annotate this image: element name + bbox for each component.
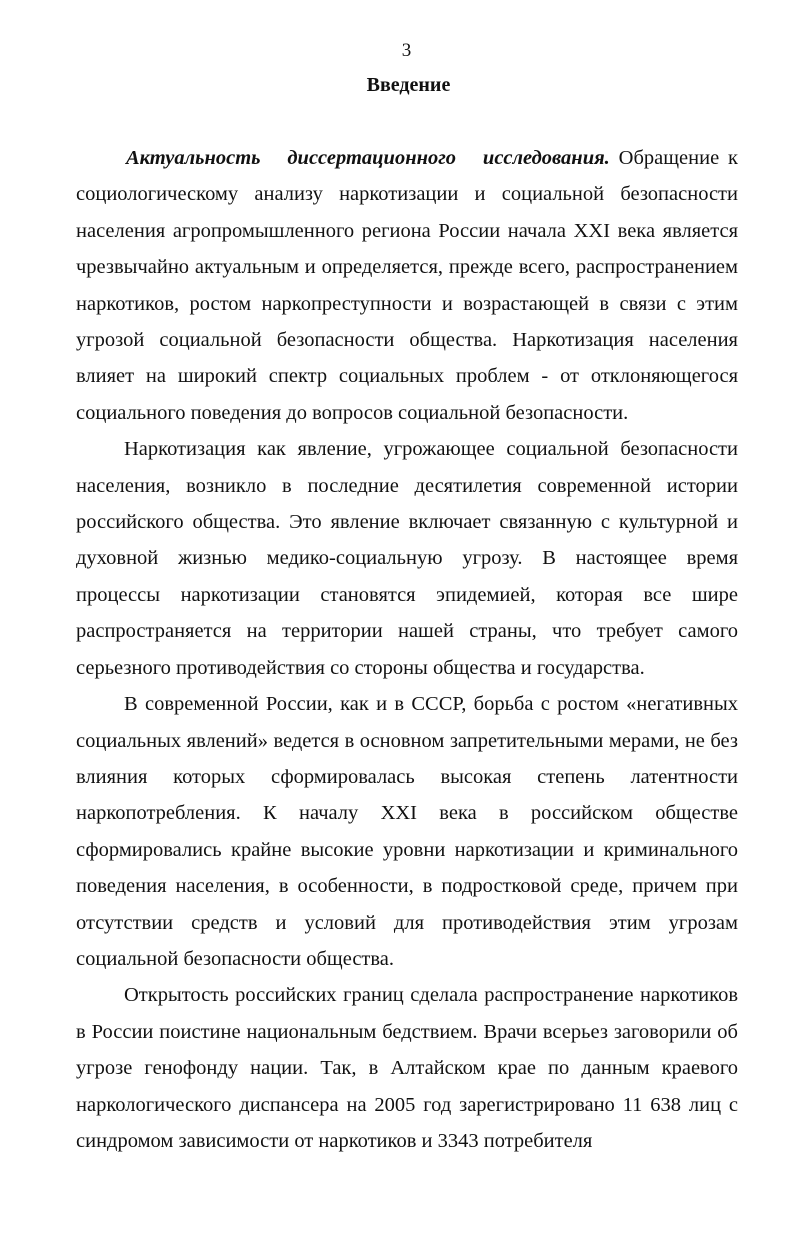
paragraph-open-borders (76, 977, 738, 1159)
paragraph-text: Наркотизация как явление, угрожающее социальной безопасности населения, возникло в последние десятилетия современной истории российского общества. Это явление включает связанную с культурной и духовной жизнью медико-социальную угрозу. В настоящее время процессы наркотизации становятся эпидемией, которая все шире распространяется на территории нашей страны, что требует самого серьезного противодействия со стороны общества и государства. (76, 438, 738, 679)
paragraph-lead-in: Актуальность диссертационного исследования. (126, 147, 610, 169)
paragraph-text: Открытость российских границ сделала распространение наркотиков в России поистине национальным бедствием. Врачи всерьез заговорили об угрозе генофонду нации. Так, в Алтайском крае по данным краевого наркологического диспансера на 2005 год зарегистрировано 11 638 лиц с синдромом зависимости от наркотиков и 3343 потребителя (76, 984, 738, 1152)
paragraph-russia-ussr (76, 686, 738, 977)
body-text (76, 140, 738, 1159)
paragraph-text: Обращение к социологическому анализу наркотизации и социальной безопасности населения агропромышленного региона России начала XXI века является чрезвычайно актуальным и определяется, прежде всего, распространением наркотиков, ростом наркопреступности и возрастающей в связи с этим угрозой социальной безопасности общества. Наркотизация населения влияет на широкий спектр социальных проблем - от отклоняющегося социального поведения до вопросов социальной безопасности. (76, 147, 738, 424)
paragraph-text: В современной России, как и в СССР, борьба с ростом «негативных социальных явлений» ведется в основном запретительными мерами, не без влияния которых сформировалась высокая степень латентности наркопотребления. К началу XXI века в российском обществе сформировались крайне высокие уровни наркотизации и криминального поведения населения, в особенности, в подростковой среде, причем при отсутствии средств и условий для противодействия этим угрозам социальной безопасности общества. (76, 693, 738, 970)
paragraph-relevance (76, 140, 738, 431)
paragraph-narcotization (76, 431, 738, 686)
section-heading: Введение (366, 74, 451, 96)
page-number: 3 (401, 40, 412, 61)
